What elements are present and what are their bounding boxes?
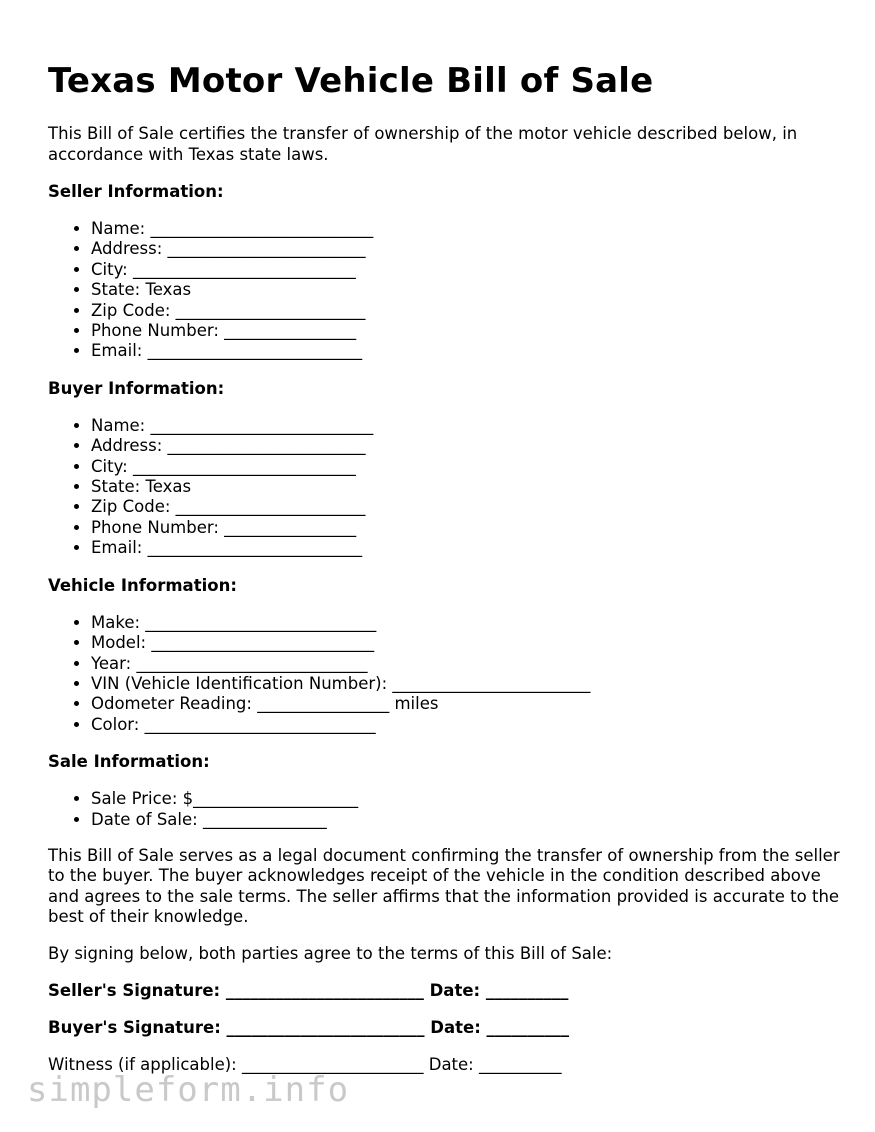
seller-heading: Seller Information: (48, 182, 224, 201)
vehicle-color-field: • Color: ____________________________ (91, 715, 848, 735)
vehicle-odometer-field: • Odometer Reading: ________________ miles (91, 694, 848, 714)
closing-paragraph: This Bill of Sale serves as a legal document confirming the transfer of ownership from the seller to the buyer. The buyer acknowledges receipt of the vehicle in the condition described above and agrees to the sale terms. The seller affirms that the information provided is accurate to the best of their knowledge. (48, 845, 840, 927)
document-title: Texas Motor Vehicle Bill of Sale (48, 61, 654, 101)
vehicle-make-field: • Make: ____________________________ (91, 613, 848, 633)
vehicle-year-field: • Year: ____________________________ (91, 654, 848, 674)
seller-list (48, 219, 848, 362)
intro-paragraph: This Bill of Sale certifies the transfer of ownership of the motor vehicle described below, in accordance with Texas state laws. (48, 124, 798, 164)
seller-signature-line: Seller's Signature: ________________________ Date: __________ (48, 981, 569, 1001)
buyer-zip-field: • Zip Code: _______________________ (91, 497, 848, 517)
buyer-phone-field: • Phone Number: ________________ (91, 518, 848, 538)
vehicle-model-field: • Model: ___________________________ (91, 633, 848, 653)
seller-name-field: • Name: ___________________________ (91, 219, 848, 239)
buyer-list (48, 416, 848, 559)
sale-heading: Sale Information: (48, 752, 210, 772)
buyer-signature-line: Buyer's Signature: ________________________ Date: __________ (48, 1018, 570, 1038)
document-page (48, 58, 848, 1075)
vehicle-vin-field: • VIN (Vehicle Identification Number): ________________________ (91, 674, 848, 694)
sale-list (48, 789, 848, 830)
buyer-state-field: • State: Texas (91, 477, 848, 497)
witness-signature-line: Witness (if applicable): ______________________ Date: __________ (48, 1055, 562, 1075)
buyer-address-field: • Address: ________________________ (91, 436, 848, 456)
seller-zip-field: • Zip Code: _______________________ (91, 301, 848, 321)
watermark: simpleform.info (27, 1070, 350, 1110)
seller-city-field: • City: ___________________________ (91, 260, 848, 280)
seller-address-field: • Address: ________________________ (91, 239, 848, 259)
vehicle-list (48, 613, 848, 735)
buyer-name-field: • Name: ___________________________ (91, 416, 848, 436)
agreement-statement: By signing below, both parties agree to the terms of this Bill of Sale: (48, 943, 613, 963)
seller-state-field: • State: Texas (91, 280, 848, 300)
seller-phone-field: • Phone Number: ________________ (91, 321, 848, 341)
sale-price-field: • Sale Price: $____________________ (91, 789, 848, 809)
seller-email-field: • Email: __________________________ (91, 341, 848, 361)
buyer-heading: Buyer Information: (48, 378, 225, 398)
vehicle-heading: Vehicle Information: (48, 575, 237, 595)
buyer-city-field: • City: ___________________________ (91, 457, 848, 477)
buyer-email-field: • Email: __________________________ (91, 538, 848, 558)
sale-date-field: • Date of Sale: _______________ (91, 810, 848, 830)
